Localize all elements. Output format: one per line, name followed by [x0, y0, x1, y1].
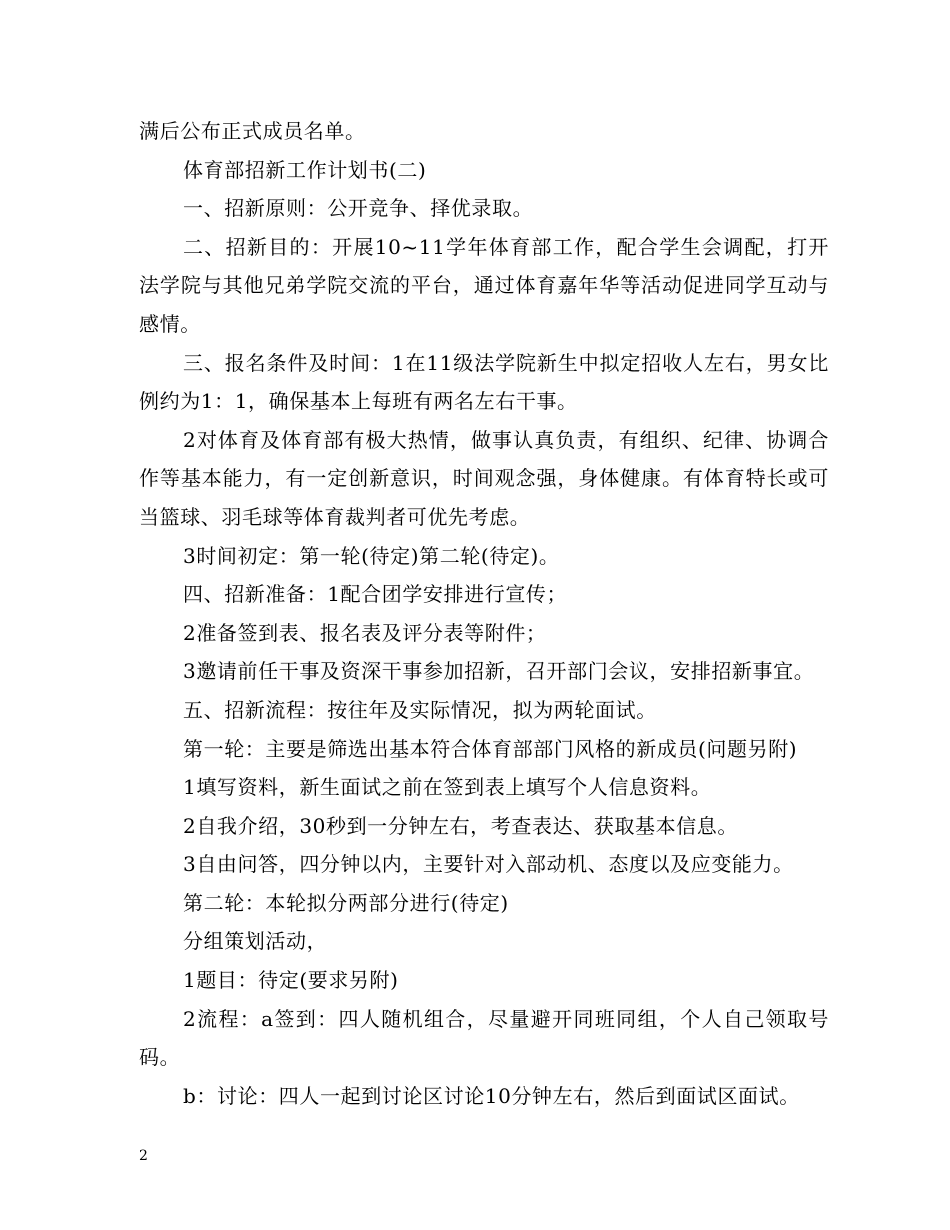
paragraph: 满后公布正式成员名单。	[139, 119, 366, 143]
paragraph: 三、报名条件及时间：1在11级法学院新生中拟定招收人左右，男女比例约为1：1，确保基本上每班有两名左右干事。	[139, 350, 829, 414]
paragraph: 3自由问答，四分钟以内，主要针对入部动机、态度以及应变能力。	[183, 852, 794, 877]
paragraph: 2准备签到表、报名表及评分表等附件；	[183, 620, 547, 645]
paragraph: 2流程：a签到：四人随机组合，尽量避开同班同组，个人自己领取号码。	[139, 1006, 829, 1070]
paragraph: 第二轮：本轮拟分两部分进行(待定)	[183, 890, 509, 915]
paragraph: 1填写资料，新生面试之前在签到表上填写个人信息资料。	[183, 775, 712, 800]
page-number: 2	[139, 1148, 148, 1164]
paragraph: 3时间初定：第一轮(待定)第二轮(待定)。	[183, 543, 560, 568]
paragraph: 3邀请前任干事及资深干事参加招新，召开部门会议，安排招新事宜。	[183, 659, 815, 684]
document-body	[139, 112, 829, 1115]
paragraph: b：讨论：四人一起到讨论区讨论10分钟左右，然后到面试区面试。	[183, 1083, 800, 1108]
paragraph: 分组策划活动，	[183, 929, 328, 954]
paragraph: 五、招新流程：按往年及实际情况，拟为两轮面试。	[183, 697, 657, 722]
paragraph: 2自我介绍，30秒到一分钟左右，考查表达、获取基本信息。	[183, 813, 738, 838]
paragraph: 四、招新准备：1配合团学安排进行宣传；	[183, 582, 568, 607]
paragraph: 2对体育及体育部有极大热情，做事认真负责，有组织、纪律、协调合作等基本能力，有一定创新意识，时间观念强，身体健康。有体育特长或可当篮球、羽毛球等体育裁判者可优先考虑。	[139, 427, 829, 529]
paragraph: 体育部招新工作计划书(二)	[183, 157, 427, 182]
paragraph: 1题目：待定(要求另附)	[183, 968, 399, 993]
paragraph: 第一轮：主要是筛选出基本符合体育部部门风格的新成员(问题另附)	[183, 736, 798, 761]
paragraph: 一、招新原则：公开竞争、择优录取。	[183, 196, 534, 221]
paragraph: 二、招新目的：开展10~11学年体育部工作，配合学生会调配，打开法学院与其他兄弟学院交流的平台，通过体育嘉年华等活动促进同学互动与感情。	[139, 234, 829, 336]
